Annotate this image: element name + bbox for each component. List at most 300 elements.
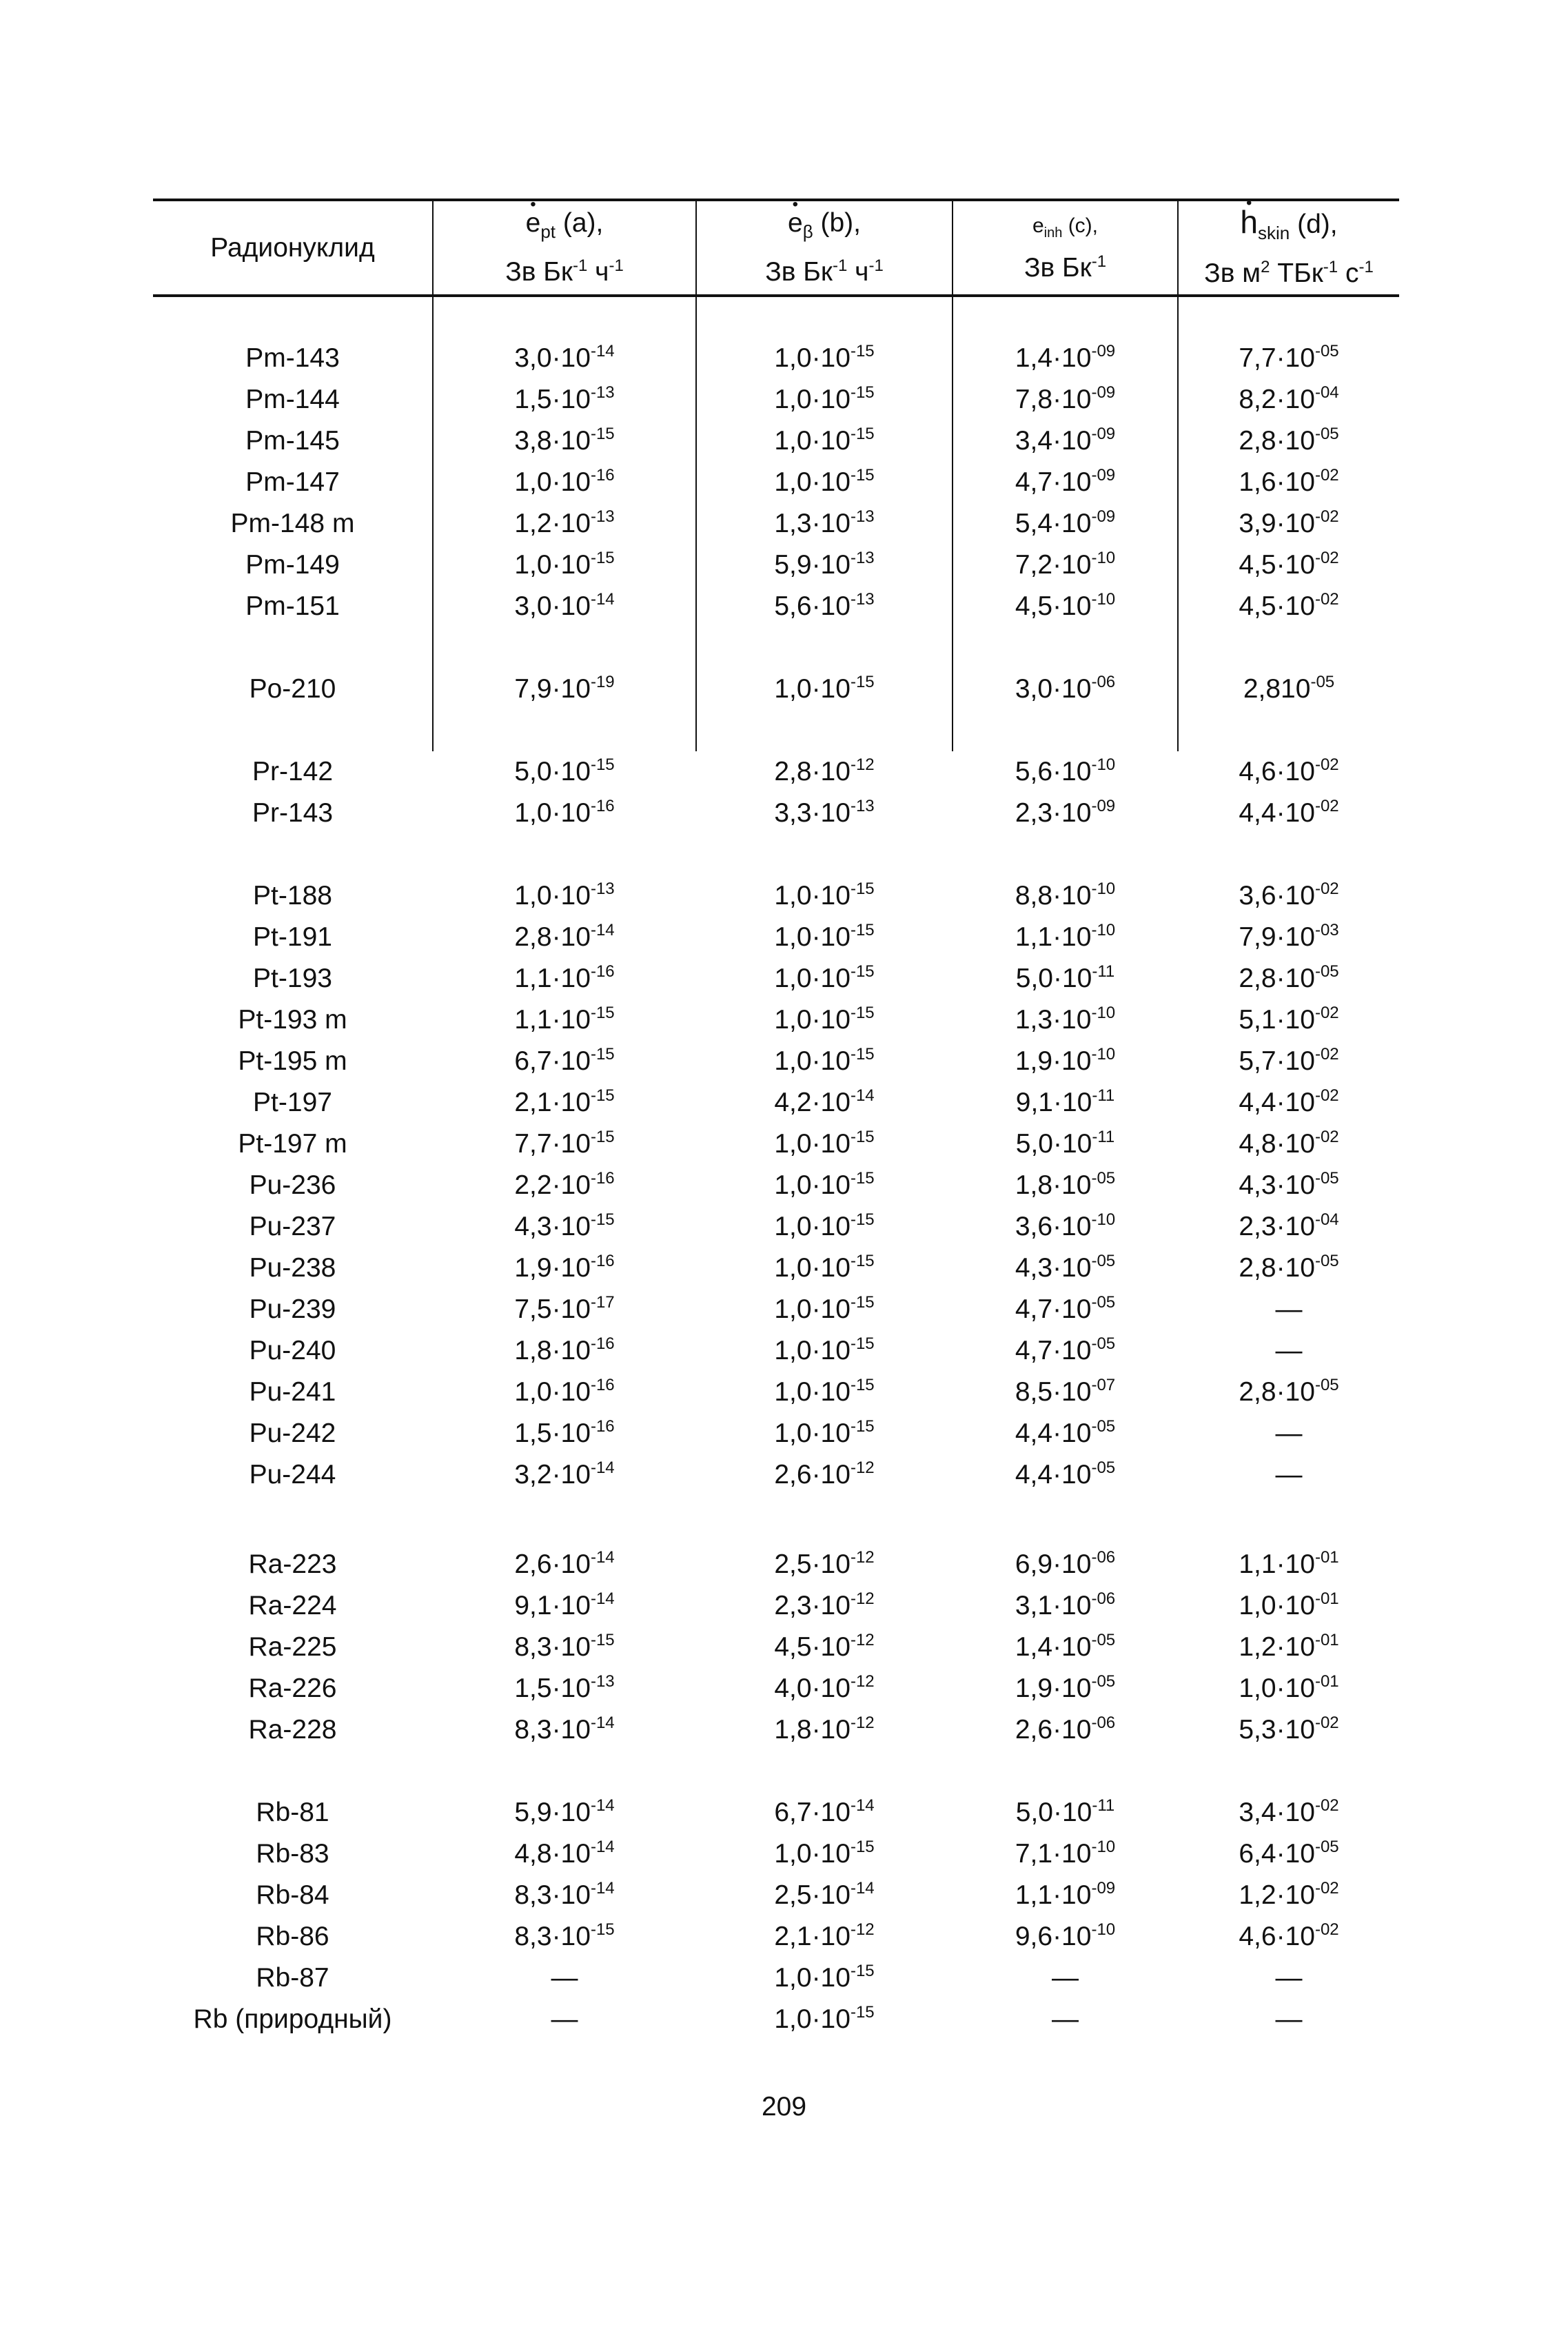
ebeta-value [697, 958, 952, 999]
radionuclide-name: Pm-144 [245, 385, 340, 414]
hskin-value-mantissa: 7,9·10 [1239, 922, 1315, 952]
ebeta-value [697, 1454, 952, 1496]
einh-value-mantissa: 2,6·10 [1015, 1715, 1092, 1745]
ebeta-value [697, 379, 952, 420]
ept-value-mantissa: 4,3·10 [514, 1212, 591, 1241]
ebeta-value-mantissa: 1,0·10 [774, 1253, 851, 1283]
einh-value [953, 1041, 1177, 1082]
table-row [0, 1709, 1568, 1751]
ept-value-mantissa: 1,2·10 [514, 509, 591, 538]
ebeta-value-exponent: -12 [850, 755, 875, 774]
ept-value-mantissa: 3,2·10 [514, 1460, 591, 1489]
hskin-value [1179, 1248, 1399, 1289]
table-row [0, 503, 1568, 545]
ept-value-mantissa: 7,5·10 [514, 1294, 591, 1324]
ebeta-value-exponent: -12 [850, 1714, 875, 1732]
ebeta-value-mantissa: 1,0·10 [774, 964, 851, 993]
ebeta-value-mantissa: 1,0·10 [774, 1005, 851, 1035]
hskin-value [1179, 1082, 1399, 1123]
ebeta-value-exponent: -15 [850, 1128, 875, 1146]
radionuclide-name: Pu-240 [249, 1336, 336, 1365]
ebeta-value-exponent: -15 [850, 425, 875, 443]
hskin-value [1179, 462, 1399, 503]
einh-value-exponent: -10 [1091, 755, 1116, 774]
radionuclide-name: Pm-151 [245, 591, 340, 621]
ebeta-value-exponent: -12 [850, 1458, 875, 1477]
hskin-value [1179, 1627, 1399, 1668]
einh-value [953, 1248, 1177, 1289]
einh-value-mantissa: 4,3·10 [1015, 1253, 1092, 1283]
einh-value [953, 917, 1177, 958]
ept-value-exponent: -16 [590, 1252, 615, 1270]
table-row [0, 338, 1568, 379]
hskin-value-exponent: -02 [1314, 1920, 1339, 1939]
ebeta-value-mantissa: 4,0·10 [774, 1674, 851, 1703]
ebeta-value [697, 669, 952, 710]
ebeta-value-exponent: -12 [850, 1672, 875, 1691]
radionuclide-name: Pm-148 m [230, 509, 355, 538]
radionuclide-name: Pu-242 [249, 1418, 336, 1448]
header-einh-unit: Зв $Бк^{-1}$ [1024, 252, 1107, 283]
hskin-value-exponent: -02 [1314, 755, 1339, 774]
hskin-value [1179, 1454, 1399, 1496]
ept-value-mantissa: 5,0·10 [514, 757, 591, 786]
hskin-value [1179, 338, 1399, 379]
ebeta-value [697, 875, 952, 917]
ebeta-value [697, 999, 952, 1041]
hskin-value [1179, 503, 1399, 545]
ebeta-value [697, 1413, 952, 1454]
einh-value-exponent: -07 [1091, 1376, 1116, 1394]
hskin-value-exponent: -05 [1314, 425, 1339, 443]
hskin-value-exponent: -02 [1314, 879, 1339, 898]
ebeta-value [697, 1958, 952, 1999]
radionuclide-name: Ra-226 [248, 1674, 337, 1703]
hskin-value-exponent: -02 [1314, 1086, 1339, 1105]
ept-value-exponent: -14 [590, 1714, 615, 1732]
einh-value-mantissa: — [1052, 2004, 1079, 2034]
ebeta-value [697, 545, 952, 586]
hskin-value-exponent: -01 [1314, 1631, 1339, 1649]
hskin-value-mantissa: 2,8·10 [1239, 1253, 1315, 1283]
ept-value-mantissa: 5,9·10 [514, 1798, 591, 1827]
einh-value [953, 1413, 1177, 1454]
hskin-value-exponent: -01 [1314, 1589, 1339, 1608]
einh-value-mantissa: 5,0·10 [1015, 1129, 1092, 1159]
ebeta-value [697, 1041, 952, 1082]
ebeta-value [697, 1248, 952, 1289]
ebeta-value [697, 1585, 952, 1627]
hskin-value-mantissa: 3,9·10 [1239, 509, 1315, 538]
ebeta-value-mantissa: 1,0·10 [774, 1046, 851, 1076]
ebeta-value-mantissa: 1,0·10 [774, 385, 851, 414]
hskin-value [1179, 1668, 1399, 1709]
hskin-value-mantissa: 3,4·10 [1239, 1798, 1315, 1827]
einh-value [953, 545, 1177, 586]
hskin-value [1179, 1206, 1399, 1248]
einh-value-mantissa: 1,4·10 [1015, 1632, 1092, 1662]
ebeta-value [697, 793, 952, 834]
ebeta-value-exponent: -15 [850, 1417, 875, 1436]
einh-value-exponent: -09 [1091, 342, 1116, 360]
einh-value [953, 586, 1177, 627]
hskin-value-mantissa: 2,810 [1243, 674, 1311, 704]
einh-value-mantissa: 4,7·10 [1015, 1294, 1092, 1324]
ept-value-exponent: -16 [590, 1334, 615, 1353]
ept-value-mantissa: 1,0·10 [514, 550, 591, 580]
ept-value-exponent: -15 [590, 1045, 615, 1064]
einh-value [953, 1123, 1177, 1165]
hskin-value-mantissa: 4,6·10 [1239, 757, 1315, 786]
hskin-value-exponent: -02 [1314, 1128, 1339, 1146]
einh-value-mantissa: 4,7·10 [1015, 1336, 1092, 1365]
radionuclide-name: Pm-145 [245, 426, 340, 456]
ept-value-exponent: -13 [590, 383, 615, 402]
ebeta-value-exponent: -15 [850, 466, 875, 485]
table-row [0, 1585, 1568, 1627]
einh-value-exponent: -06 [1091, 1548, 1116, 1567]
ebeta-value [697, 1330, 952, 1372]
einh-value-exponent: -05 [1091, 1672, 1116, 1691]
einh-value-exponent: -11 [1092, 962, 1115, 981]
ebeta-value-mantissa: 1,0·10 [774, 881, 851, 911]
hskin-value [1179, 1544, 1399, 1585]
ept-value [434, 917, 695, 958]
ebeta-value-mantissa: 5,9·10 [774, 550, 851, 580]
hskin-value [1179, 1289, 1399, 1330]
radionuclide-name: Pm-149 [245, 550, 340, 580]
ebeta-value [697, 420, 952, 462]
einh-value-mantissa: 4,5·10 [1015, 591, 1092, 621]
ebeta-value-mantissa: 1,0·10 [774, 1377, 851, 1407]
hskin-value [1179, 420, 1399, 462]
radionuclide-name: Pu-237 [249, 1212, 336, 1241]
ebeta-value-exponent: -14 [850, 1879, 875, 1898]
hskin-value [1179, 1330, 1399, 1372]
radionuclide-name: Pt-195 m [238, 1046, 347, 1076]
header-einh-symbol: $e_{inh}$ (c), [1032, 214, 1099, 241]
ebeta-value-exponent: -15 [850, 1252, 875, 1270]
table-row [0, 1206, 1568, 1248]
einh-value [953, 420, 1177, 462]
ebeta-value-mantissa: 5,6·10 [774, 591, 851, 621]
ebeta-value-mantissa: 1,0·10 [774, 1839, 851, 1869]
einh-value-exponent: -09 [1091, 507, 1116, 526]
radionuclide-name: Rb-81 [256, 1798, 329, 1827]
ept-value-mantissa: 1,0·10 [514, 881, 591, 911]
radionuclide-name: Pr-142 [252, 757, 334, 786]
hskin-value [1179, 793, 1399, 834]
ept-value [434, 875, 695, 917]
hskin-value-mantissa: — [1275, 1294, 1303, 1324]
ept-value-mantissa: 1,1·10 [514, 1005, 591, 1035]
ept-value [434, 1041, 695, 1082]
hskin-value [1179, 1833, 1399, 1875]
ebeta-value [697, 1833, 952, 1875]
ept-value [434, 1372, 695, 1413]
ept-value-exponent: -16 [590, 1376, 615, 1394]
table-row [0, 586, 1568, 627]
ebeta-value-exponent: -14 [850, 1796, 875, 1815]
ebeta-value-mantissa: 3,3·10 [774, 798, 851, 828]
ebeta-value-exponent: -13 [850, 507, 875, 526]
hskin-value-mantissa: 4,5·10 [1239, 550, 1315, 580]
einh-value-exponent: -10 [1091, 1045, 1116, 1064]
hskin-value-mantissa: 1,0·10 [1239, 1591, 1315, 1620]
table-row [0, 1041, 1568, 1082]
einh-value-exponent: -10 [1091, 1838, 1116, 1856]
einh-value [953, 1999, 1177, 2040]
einh-value [953, 875, 1177, 917]
ept-value-exponent: -15 [590, 425, 615, 443]
ept-value [434, 545, 695, 586]
ept-value-mantissa: 1,0·10 [514, 1377, 591, 1407]
ebeta-value [697, 1165, 952, 1206]
hskin-value-exponent: -02 [1314, 1004, 1339, 1022]
ept-value-mantissa: 7,7·10 [514, 1129, 591, 1159]
ebeta-value-exponent: -15 [850, 383, 875, 402]
ebeta-value-exponent: -15 [850, 1004, 875, 1022]
einh-value [953, 999, 1177, 1041]
einh-value-mantissa: 3,4·10 [1015, 426, 1092, 456]
table-row [0, 1792, 1568, 1833]
einh-value [953, 379, 1177, 420]
hskin-value-mantissa: 5,1·10 [1239, 1005, 1315, 1035]
ept-value [434, 1123, 695, 1165]
hskin-value-mantissa: 4,4·10 [1239, 798, 1315, 828]
ept-value-exponent: -14 [590, 590, 615, 609]
ebeta-value-exponent: -15 [850, 342, 875, 360]
ept-value-exponent: -16 [590, 797, 615, 815]
ebeta-value-exponent: -15 [850, 2003, 875, 2022]
ept-value [434, 1206, 695, 1248]
hskin-value-mantissa: 1,6·10 [1239, 467, 1315, 497]
ebeta-value-exponent: -15 [850, 921, 875, 939]
ebeta-value [697, 1668, 952, 1709]
ept-value-mantissa: 2,2·10 [514, 1170, 591, 1200]
ebeta-value-mantissa: 1,3·10 [774, 509, 851, 538]
einh-value-exponent: -11 [1092, 1796, 1115, 1815]
hskin-value-mantissa: 8,2·10 [1239, 385, 1315, 414]
einh-value-mantissa: 3,6·10 [1015, 1212, 1092, 1241]
table-row [0, 1958, 1568, 1999]
ept-value [434, 462, 695, 503]
hskin-value-exponent: -02 [1314, 1045, 1339, 1064]
ebeta-value [697, 1289, 952, 1330]
ept-value [434, 1454, 695, 1496]
einh-value-mantissa: 1,3·10 [1015, 1005, 1092, 1035]
header-ept-symbol: • $e_{pt}$ (a), [526, 206, 604, 249]
ebeta-value-exponent: -15 [850, 1210, 875, 1229]
ept-value [434, 379, 695, 420]
einh-value [953, 1082, 1177, 1123]
header-hskin-unit: Зв $м^2$ ТБк$^{-1}$ $с^{-1}$ [1204, 257, 1374, 288]
ept-value-mantissa: 1,5·10 [514, 385, 591, 414]
ept-value-mantissa: 2,1·10 [514, 1088, 591, 1117]
radionuclide-name: Ra-223 [248, 1549, 337, 1579]
ept-value-exponent: -14 [590, 1796, 615, 1815]
einh-value-exponent: -10 [1091, 1210, 1116, 1229]
einh-value-mantissa: 9,1·10 [1015, 1088, 1092, 1117]
ept-value-exponent: -13 [590, 879, 615, 898]
hskin-value [1179, 917, 1399, 958]
einh-value [953, 1833, 1177, 1875]
einh-value-exponent: -05 [1091, 1631, 1116, 1649]
ept-value [434, 1289, 695, 1330]
ept-value-mantissa: 1,9·10 [514, 1253, 591, 1283]
radionuclide-name: Pr-143 [252, 798, 334, 828]
einh-value-exponent: -05 [1091, 1169, 1116, 1188]
ept-value-mantissa: 3,8·10 [514, 426, 591, 456]
radionuclide-name: Pt-197 m [238, 1129, 347, 1159]
einh-value-exponent: -05 [1091, 1334, 1116, 1353]
ept-value-exponent: -16 [590, 1169, 615, 1188]
ebeta-value [697, 1792, 952, 1833]
ept-value [434, 669, 695, 710]
hskin-value-exponent: -05 [1314, 1838, 1339, 1856]
einh-value-exponent: -10 [1091, 549, 1116, 567]
ebeta-value [697, 1544, 952, 1585]
einh-value-exponent: -05 [1091, 1293, 1116, 1312]
hskin-value-exponent: -02 [1314, 1879, 1339, 1898]
ept-value [434, 420, 695, 462]
einh-value-exponent: -10 [1091, 1920, 1116, 1939]
einh-value [953, 1544, 1177, 1585]
ept-value-exponent: -15 [590, 1004, 615, 1022]
ept-value-exponent: -14 [590, 342, 615, 360]
table-row [0, 1627, 1568, 1668]
hskin-value [1179, 1123, 1399, 1165]
radionuclide-name: Pu-244 [249, 1460, 336, 1489]
hskin-value-exponent: -04 [1314, 383, 1339, 402]
radionuclide-name: Pu-239 [249, 1294, 336, 1324]
ebeta-value-mantissa: 1,0·10 [774, 1170, 851, 1200]
einh-value-mantissa: 3,0·10 [1015, 674, 1092, 704]
ept-value-exponent: -15 [590, 1210, 615, 1229]
einh-value-exponent: -10 [1091, 879, 1116, 898]
hskin-value-exponent: -02 [1314, 466, 1339, 485]
einh-value-mantissa: — [1052, 1963, 1079, 1993]
hskin-value-mantissa: 1,0·10 [1239, 1674, 1315, 1703]
ebeta-value-exponent: -15 [850, 1293, 875, 1312]
table-row [0, 1248, 1568, 1289]
ebeta-value-exponent: -13 [850, 590, 875, 609]
ept-value [434, 1668, 695, 1709]
hskin-value-exponent: -05 [1310, 673, 1335, 691]
header-ept-unit: Зв $Бк^{-1}$ $ч^{-1}$ [505, 256, 624, 287]
radionuclide-name: Pm-147 [245, 467, 340, 497]
einh-value-mantissa: 8,5·10 [1015, 1377, 1092, 1407]
ebeta-value [697, 1875, 952, 1916]
ept-value-exponent: -15 [590, 1086, 615, 1105]
hskin-value-mantissa: 4,3·10 [1239, 1170, 1315, 1200]
einh-value-mantissa: 1,1·10 [1015, 922, 1092, 952]
einh-value [953, 669, 1177, 710]
hskin-value-mantissa: 1,2·10 [1239, 1880, 1315, 1910]
hskin-value-mantissa: 4,8·10 [1239, 1129, 1315, 1159]
einh-value-exponent: -09 [1091, 466, 1116, 485]
ept-value [434, 1165, 695, 1206]
radionuclide-name: Ra-228 [248, 1715, 337, 1745]
table-row [0, 1833, 1568, 1875]
ebeta-value-mantissa: 1,8·10 [774, 1715, 851, 1745]
ebeta-value [697, 1206, 952, 1248]
ebeta-value [697, 586, 952, 627]
hskin-value-mantissa: 4,6·10 [1239, 1922, 1315, 1951]
table-row [0, 462, 1568, 503]
hskin-value-mantissa: 7,7·10 [1239, 343, 1315, 373]
header-hskin-symbol: • $h_{skin}$ (d), [1240, 205, 1337, 250]
radionuclide-name: Po-210 [249, 674, 336, 704]
radionuclide-name: Ra-224 [248, 1591, 337, 1620]
ept-value-mantissa: 2,8·10 [514, 922, 591, 952]
table-row [0, 917, 1568, 958]
ept-value [434, 1833, 695, 1875]
ept-value-mantissa: 8,3·10 [514, 1880, 591, 1910]
radionuclide-name: Rb (природный) [193, 2004, 392, 2034]
ept-value [434, 1709, 695, 1751]
hskin-value [1179, 1585, 1399, 1627]
einh-value-exponent: -09 [1091, 1879, 1116, 1898]
ept-value [434, 338, 695, 379]
ept-value-mantissa: 1,0·10 [514, 467, 591, 497]
ebeta-value-exponent: -14 [850, 1086, 875, 1105]
hskin-value-mantissa: 2,8·10 [1239, 1377, 1315, 1407]
hskin-value-mantissa: — [1275, 2004, 1303, 2034]
einh-value [953, 1709, 1177, 1751]
einh-value-mantissa: 1,8·10 [1015, 1170, 1092, 1200]
hskin-value-exponent: -04 [1314, 1210, 1339, 1229]
radionuclide-name: Pm-143 [245, 343, 340, 373]
table-row [0, 1372, 1568, 1413]
ebeta-value [697, 1999, 952, 2040]
einh-value-mantissa: 1,9·10 [1015, 1046, 1092, 1076]
ebeta-value-mantissa: 6,7·10 [774, 1798, 851, 1827]
ebeta-value [697, 503, 952, 545]
table-row [0, 1123, 1568, 1165]
table-row [0, 1916, 1568, 1958]
table-row [0, 1544, 1568, 1585]
ept-value-mantissa: 4,8·10 [514, 1839, 591, 1869]
einh-value-mantissa: 4,4·10 [1015, 1418, 1092, 1448]
hskin-value [1179, 545, 1399, 586]
ebeta-value-mantissa: 1,0·10 [774, 922, 851, 952]
hskin-value-exponent: -01 [1314, 1548, 1339, 1567]
ept-value [434, 1544, 695, 1585]
radionuclide-name: Rb-84 [256, 1880, 329, 1910]
ebeta-value-exponent: -12 [850, 1548, 875, 1567]
ebeta-value-exponent: -15 [850, 1169, 875, 1188]
table-row [0, 1668, 1568, 1709]
ept-value [434, 586, 695, 627]
einh-value-exponent: -06 [1091, 673, 1116, 691]
ebeta-value-mantissa: 1,0·10 [774, 467, 851, 497]
hskin-value [1179, 999, 1399, 1041]
einh-value-mantissa: 8,8·10 [1015, 881, 1092, 911]
ept-value-mantissa: 3,0·10 [514, 343, 591, 373]
ept-value [434, 793, 695, 834]
table-row [0, 1999, 1568, 2040]
ept-value-exponent: -15 [590, 755, 615, 774]
ept-value-exponent: -15 [590, 1631, 615, 1649]
hskin-value [1179, 1916, 1399, 1958]
hskin-value-exponent: -02 [1314, 797, 1339, 815]
page-number: 209 [761, 2092, 807, 2122]
einh-value [953, 1792, 1177, 1833]
radionuclide-name: Rb-86 [256, 1922, 329, 1951]
einh-value-mantissa: 1,4·10 [1015, 343, 1092, 373]
ebeta-value-mantissa: 1,0·10 [774, 1129, 851, 1159]
